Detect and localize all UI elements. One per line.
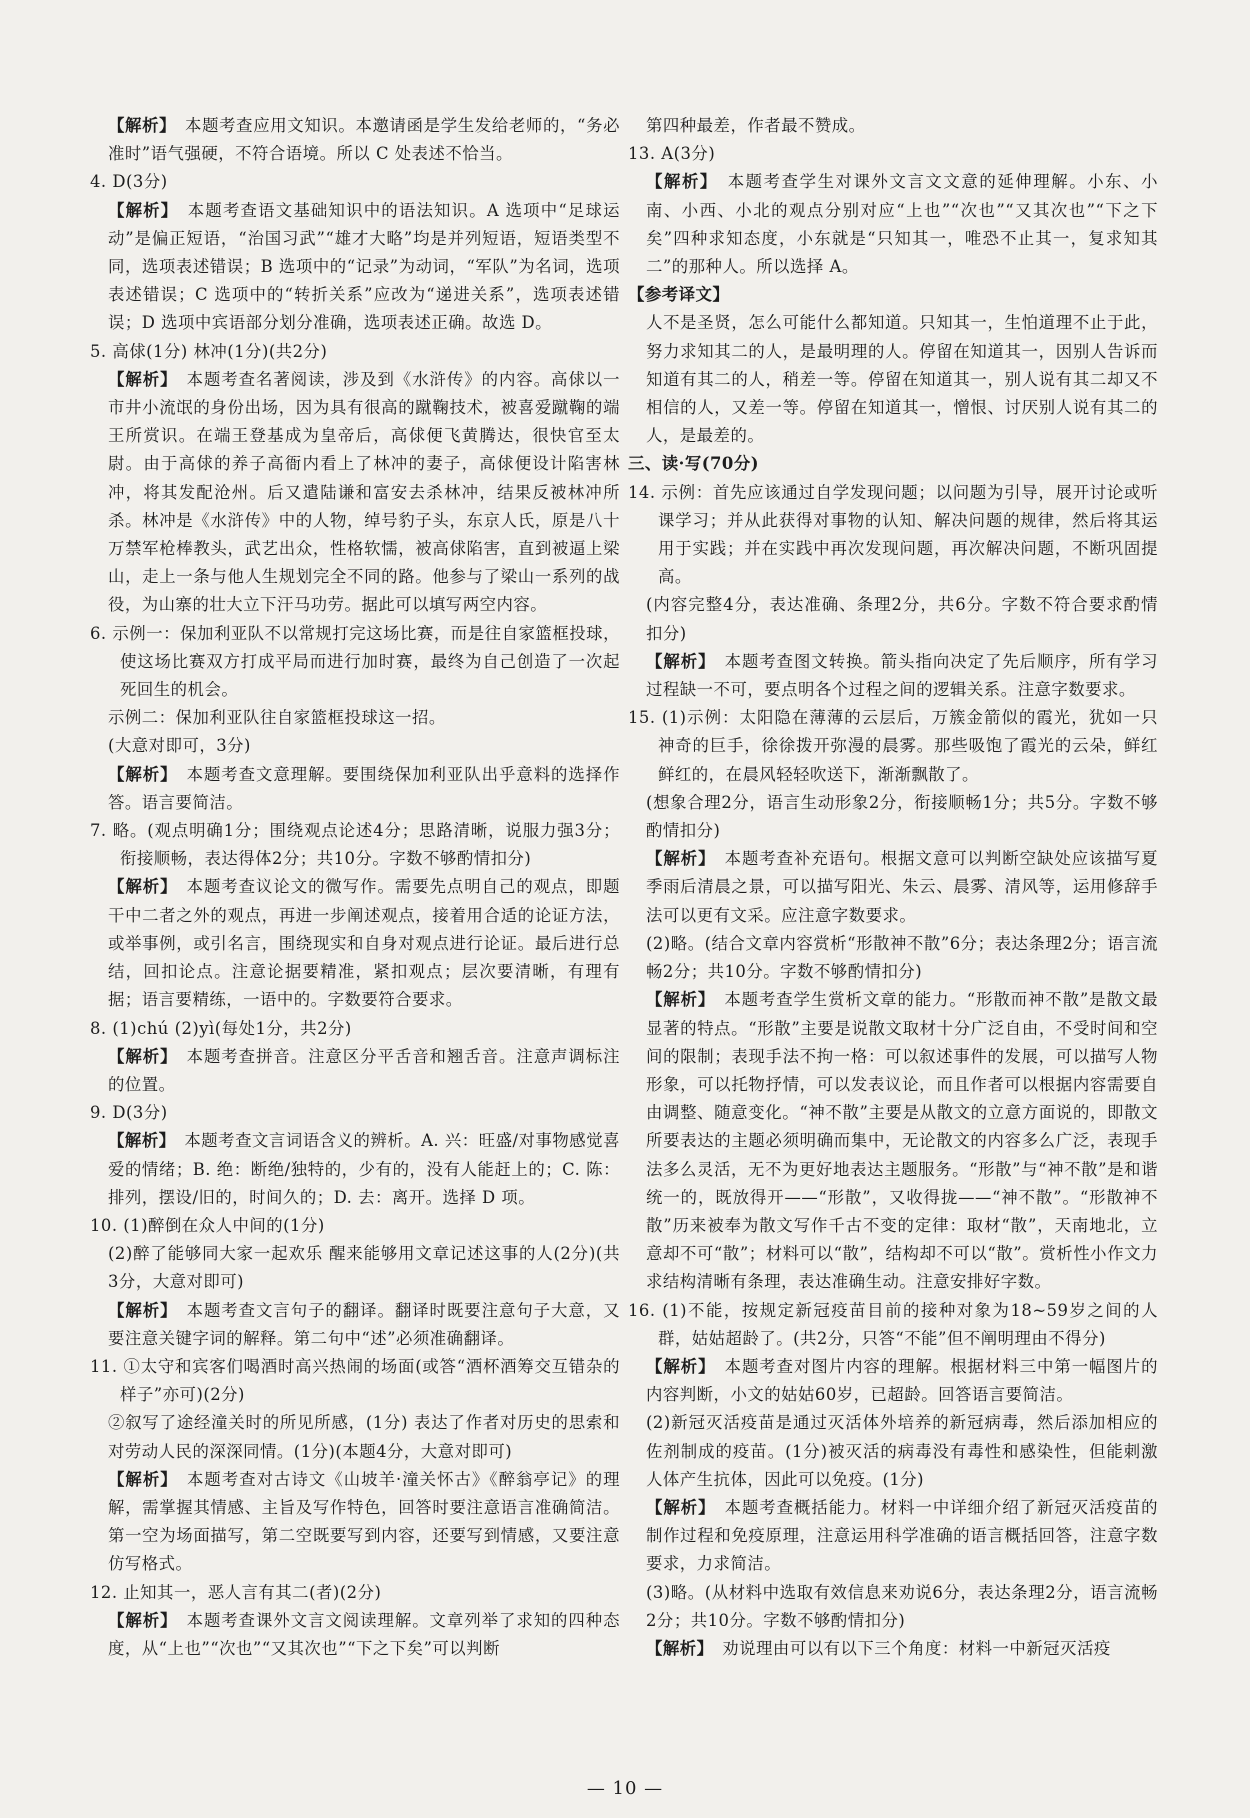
answer-paragraph bbox=[628, 648, 1158, 704]
answer-paragraph bbox=[90, 1212, 620, 1240]
paragraph-text: 本题考查概括能力。材料一中详细介绍了新冠灭活疫苗的制作过程和免疫原理，注意运用科学准确的语言概括回答，注意字数要求，力求简洁。 bbox=[646, 1497, 1159, 1574]
paragraph-text: 8. (1)chú (2)yì(每处1分，共2分) bbox=[90, 1018, 352, 1038]
answer-paragraph bbox=[90, 112, 620, 168]
answer-paragraph bbox=[90, 168, 620, 196]
answer-paragraph bbox=[628, 281, 1158, 309]
answer-paragraph bbox=[628, 704, 1158, 789]
answer-paragraph bbox=[628, 1635, 1158, 1663]
answer-paragraph bbox=[90, 620, 620, 705]
answer-paragraph bbox=[90, 1240, 620, 1296]
paragraph-text: (2)略。(结合文章内容赏析“形散神不散”6分；表达条理2分；语言流畅2分；共10分。字数不够酌情扣分) bbox=[646, 933, 1158, 982]
paragraph-text: 6. 示例一：保加利亚队不以常规打完这场比赛，而是往自家篮框投球，使这场比赛双方打成平局而进行加时赛，最终为自己创造了一次起死回生的机会。 bbox=[90, 623, 620, 700]
paragraph-text: 本题考查图文转换。箭头指向决定了先后顺序，所有学习过程缺一不可，要点明各个过程之间的逻辑关系。注意字数要求。 bbox=[646, 651, 1159, 700]
answer-paragraph bbox=[628, 1297, 1158, 1353]
paragraph-text: 9. D(3分) bbox=[90, 1103, 168, 1123]
paragraph-text: 本题考查名著阅读，涉及到《水浒传》的内容。高俅以一市井小流氓的身份出场，因为具有很高的蹴鞠技术，被喜爱蹴鞠的端王所赏识。在端王登基成为皇帝后，高俅便飞黄腾达，很快官至太尉。由于高俅的养子高衙内看上了林冲的妻子，高俅便设计陷害林冲，将其发配沧州。后又遣陆谦和富安去杀林冲，结果反被林冲所杀。林冲是《水浒传》中的人物，绰号豹子头，东京人氏，原是八十万禁军枪棒教头，武艺出众，性格软懦，被高俅陷害，直到被逼上梁山，走上一条与他人生规划完全不同的路。他参与了梁山一系列的战役，为山寨的壮大立下汗马功劳。据此可以填写两空内容。 bbox=[108, 369, 621, 615]
analysis-tag: 【解析】 bbox=[646, 651, 716, 671]
analysis-tag: 【解析】 bbox=[108, 1300, 178, 1320]
analysis-tag: 【解析】 bbox=[646, 172, 718, 192]
answer-paragraph bbox=[90, 1579, 620, 1607]
paragraph-text: 人不是圣贤，怎么可能什么都知道。只知其一，生怕道理不止于此，努力求知其二的人，是最明理的人。停留在知道其一，因别人告诉而知道有其二的人，稍差一等。停留在知道其一，别人说有其二却又不相信的人，又差一等。停留在知道其一，憎恨、讨厌别人说有其二的人，是最差的。 bbox=[646, 313, 1158, 446]
paragraph-text: 4. D(3分) bbox=[90, 172, 168, 192]
analysis-tag: 【解析】 bbox=[646, 1638, 714, 1658]
paragraph-text: 7. 略。(观点明确1分；围绕观点论述4分；思路清晰，说服力强3分；衔接顺畅，表达得体2分；共10分。字数不够酌情扣分) bbox=[90, 821, 620, 869]
paragraph-text: 劝说理由可以有以下三个角度：材料一中新冠灭活疫 bbox=[722, 1638, 1111, 1658]
paragraph-text: (2)醉了能够同大家一起欢乐 醒来能够用文章记述这事的人(2分)(共3分，大意对即可) bbox=[108, 1244, 620, 1292]
paragraph-text: 12. 止知其一，恶人言有其二(者)(2分) bbox=[90, 1582, 382, 1602]
paragraph-text: 本题考查文言句子的翻译。翻译时既要注意句子大意，又要注意关键字词的解释。第二句中“述”必须准确翻译。 bbox=[108, 1300, 621, 1348]
paragraph-text: 三、读·写(70分) bbox=[628, 454, 759, 474]
analysis-tag: 【解析】 bbox=[108, 369, 178, 389]
answer-paragraph bbox=[90, 1607, 620, 1663]
analysis-tag: 【解析】 bbox=[646, 1497, 716, 1517]
analysis-tag: 【解析】 bbox=[108, 116, 177, 135]
answer-paragraph bbox=[90, 704, 620, 732]
paragraph-text: 第四种最差，作者最不赞成。 bbox=[646, 116, 866, 135]
answer-paragraph bbox=[628, 309, 1158, 450]
paragraph-text: 16. (1)不能，按规定新冠疫苗目前的接种对象为18~59岁之间的人群，姑姑超龄了。(共2分，只答“不能”但不阐明理由不得分) bbox=[628, 1300, 1158, 1348]
paragraph-text: 14. 示例：首先应该通过自学发现问题；以问题为引导，展开讨论或听课学习；并从此获得对事物的认知、解决问题的规律，然后将其运用于实践；并在实践中再次发现问题，再次解决问题，不断巩固提高。 bbox=[628, 482, 1158, 587]
page-number: — 10 — bbox=[586, 1778, 664, 1799]
analysis-tag: 【解析】 bbox=[108, 200, 179, 220]
answer-paragraph bbox=[628, 168, 1158, 281]
answer-paragraph bbox=[90, 1127, 620, 1212]
paragraph-text: ②叙写了途经潼关时的所见所感，(1分) 表达了作者对历史的思索和对劳动人民的深深同情。(1分)(本题4分，大意对即可) bbox=[108, 1413, 620, 1461]
answer-paragraph bbox=[90, 197, 620, 338]
paragraph-text: 【参考译文】 bbox=[628, 285, 730, 305]
answer-paragraph bbox=[628, 1409, 1158, 1494]
answer-paragraph bbox=[90, 873, 620, 1014]
answer-paragraph bbox=[90, 1297, 620, 1353]
paragraph-text: (内容完整4分，表达准确、条理2分，共6分。字数不符合要求酌情扣分) bbox=[646, 595, 1158, 643]
paragraph-text: 本题考查学生赏析文章的能力。“形散而神不散”是散文最显著的特点。“形散”主要是说散文取材十分广泛自由，不受时间和空间的限制；表现手法不拘一格：可以叙述事件的发展，可以描写人物形象，可以托物抒情，可以发表议论，而且作者可以根据内容需要自由调整、随意变化。“神不散”主要是从散文的立意方面说的，即散文所要表达的主题必须明确而集中，无论散文的内容多么广泛，表现手法多么灵活，无不为更好地表达主题服务。“形散”与“神不散”是和谐统一的，既放得开——“形散”，又收得拢——“神不散”。“形散神不散”历来被奉为散文写作千古不变的定律：取材“散”，天南地北，立意却不可“散”；材料可以“散”，结构却不可以“散”。赏析性小作文力求结构清晰有条理，表达准确生动。注意安排好字数。 bbox=[646, 990, 1159, 1292]
answer-paragraph bbox=[90, 1015, 620, 1043]
right-column bbox=[628, 112, 1158, 1663]
paragraph-text: 13. A(3分) bbox=[628, 144, 716, 164]
paragraph-text: (想象合理2分，语言生动形象2分，衔接顺畅1分；共5分。字数不够酌情扣分) bbox=[646, 792, 1158, 841]
answer-paragraph bbox=[90, 1353, 620, 1409]
paragraph-text: 本题考查应用文知识。本邀请函是学生发给老师的，“务必准时”语气强硬，不符合语境。所以 C 处表述不恰当。 bbox=[108, 116, 621, 164]
answer-paragraph bbox=[628, 112, 1158, 140]
paragraph-text: 示例二：保加利亚队往自家篮框投球这一招。 bbox=[108, 708, 446, 728]
answer-paragraph bbox=[628, 1353, 1158, 1409]
answer-paragraph bbox=[628, 845, 1158, 930]
paragraph-text: 本题考查拼音。注意区分平舌音和翘舌音。注意声调标注的位置。 bbox=[108, 1046, 621, 1094]
answer-paragraph bbox=[90, 817, 620, 873]
paragraph-text: (3)略。(从材料中选取有效信息来劝说6分，表达条理2分，语言流畅2分；共10分。字数不够酌情扣分) bbox=[646, 1582, 1158, 1630]
paragraph-text: 本题考查学生对课外文言文文意的延伸理解。小东、小南、小西、小北的观点分别对应“上也”“次也”“又其次也”“下之下矣”四种求知态度，小东就是“只知其一，唯恐不止其一，复求知其二”的那种人。所以选择 A。 bbox=[646, 172, 1159, 277]
answer-paragraph bbox=[628, 591, 1158, 647]
analysis-tag: 【解析】 bbox=[108, 764, 178, 784]
answer-paragraph bbox=[90, 1409, 620, 1465]
paragraph-text: 10. (1)醉倒在众人中间的(1分) bbox=[90, 1215, 325, 1235]
answer-paragraph bbox=[90, 732, 620, 760]
paragraph-text: (大意对即可，3分) bbox=[108, 736, 251, 756]
answer-paragraph bbox=[90, 366, 620, 620]
left-column bbox=[90, 112, 620, 1663]
paragraph-text: 本题考查补充语句。根据文意可以判断空缺处应该描写夏季雨后清晨之景，可以描写阳光、朱云、晨雾、清风等，运用修辞手法可以更有文采。应注意字数要求。 bbox=[646, 849, 1159, 925]
analysis-tag: 【解析】 bbox=[108, 1610, 178, 1630]
answer-paragraph bbox=[90, 761, 620, 817]
paragraph-text: (2)新冠灭活疫苗是通过灭活体外培养的新冠病毒，然后添加相应的佐剂制成的疫苗。(1分)被灭活的病毒没有毒性和感染性，但能刺激人体产生抗体，因此可以免疫。(1分) bbox=[646, 1413, 1158, 1489]
paragraph-text: 本题考查文意理解。要围绕保加利亚队出乎意料的选择作答。语言要简洁。 bbox=[108, 764, 621, 812]
answer-paragraph bbox=[628, 450, 1158, 478]
answer-paragraph bbox=[628, 930, 1158, 986]
answer-paragraph bbox=[628, 1579, 1158, 1635]
answer-paragraph bbox=[90, 1099, 620, 1127]
analysis-tag: 【解析】 bbox=[108, 1131, 176, 1151]
answer-paragraph bbox=[90, 1466, 620, 1579]
analysis-tag: 【解析】 bbox=[646, 990, 716, 1010]
analysis-tag: 【解析】 bbox=[108, 877, 178, 897]
analysis-tag: 【解析】 bbox=[108, 1469, 178, 1489]
answer-paragraph bbox=[628, 986, 1158, 1296]
analysis-tag: 【解析】 bbox=[646, 849, 716, 869]
answer-paragraph bbox=[90, 1043, 620, 1099]
analysis-tag: 【解析】 bbox=[646, 1356, 716, 1376]
paragraph-text: 本题考查文言词语含义的辨析。A. 兴：旺盛/对事物感觉喜爱的情绪；B. 绝：断绝/独特的，少有的，没有人能赶上的；C. 陈：排列，摆设/旧的，时间久的；D. 去：离开。选择 D 项。 bbox=[108, 1131, 620, 1207]
paragraph-text: 本题考查对古诗文《山坡羊·潼关怀古》《醉翁亭记》的理解，需掌握其情感、主旨及写作特色，回答时要注意语言准确简洁。第一空为场面描写，第二空既要写到内容，还要写到情感，又要注意仿写格式。 bbox=[108, 1469, 621, 1574]
paragraph-text: 11. ①太守和宾客们喝酒时高兴热闹的场面(或答“酒杯酒筹交互错杂的样子”亦可)(2分) bbox=[90, 1356, 620, 1405]
paragraph-text: 15. (1)示例：太阳隐在薄薄的云层后，万簇金箭似的霞光，犹如一只神奇的巨手，徐徐拨开弥漫的晨雾。那些吸饱了霞光的云朵，鲜红鲜红的，在晨风轻轻吹送下，渐渐飘散了。 bbox=[628, 708, 1158, 784]
answer-paragraph bbox=[628, 140, 1158, 168]
analysis-tag: 【解析】 bbox=[108, 1046, 178, 1066]
paragraph-text: 本题考查语文基础知识中的语法知识。A 选项中“足球运动”是偏正短语，“治国习武”“雄才大略”均是并列短语，短语类型不同，选项表述错误；B 选项中的“记录”为动词，“军队”为名词，选项表述错误；C 选项中的“转折关系”应改为“递进关系”，选项表述错误；D 选项中宾语部分划分准确，选项表述正确。故选 D。 bbox=[108, 200, 620, 333]
answer-paragraph bbox=[628, 1494, 1158, 1579]
paragraph-text: 本题考查对图片内容的理解。根据材料三中第一幅图片的内容判断，小文的姑姑60岁，已超龄。回答语言要简洁。 bbox=[646, 1356, 1159, 1405]
answer-paragraph bbox=[628, 479, 1158, 592]
paragraph-text: 5. 高俅(1分) 林冲(1分)(共2分) bbox=[90, 341, 328, 361]
answer-paragraph bbox=[628, 789, 1158, 845]
answer-paragraph bbox=[90, 338, 620, 366]
paragraph-text: 本题考查议论文的微写作。需要先点明自己的观点，即题干中二者之外的观点，再进一步阐述观点，接着用合适的论证方法，或举事例，或引名言，围绕现实和自身对观点进行论证。最后进行总结，回扣论点。注意论据要精准，紧扣观点；层次要清晰，有理有据；语言要精练，一语中的。字数要符合要求。 bbox=[108, 877, 621, 1010]
paragraph-text: 本题考查课外文言文阅读理解。文章列举了求知的四种态度，从“上也”“次也”“又其次也”“下之下矣”可以判断 bbox=[108, 1610, 621, 1658]
